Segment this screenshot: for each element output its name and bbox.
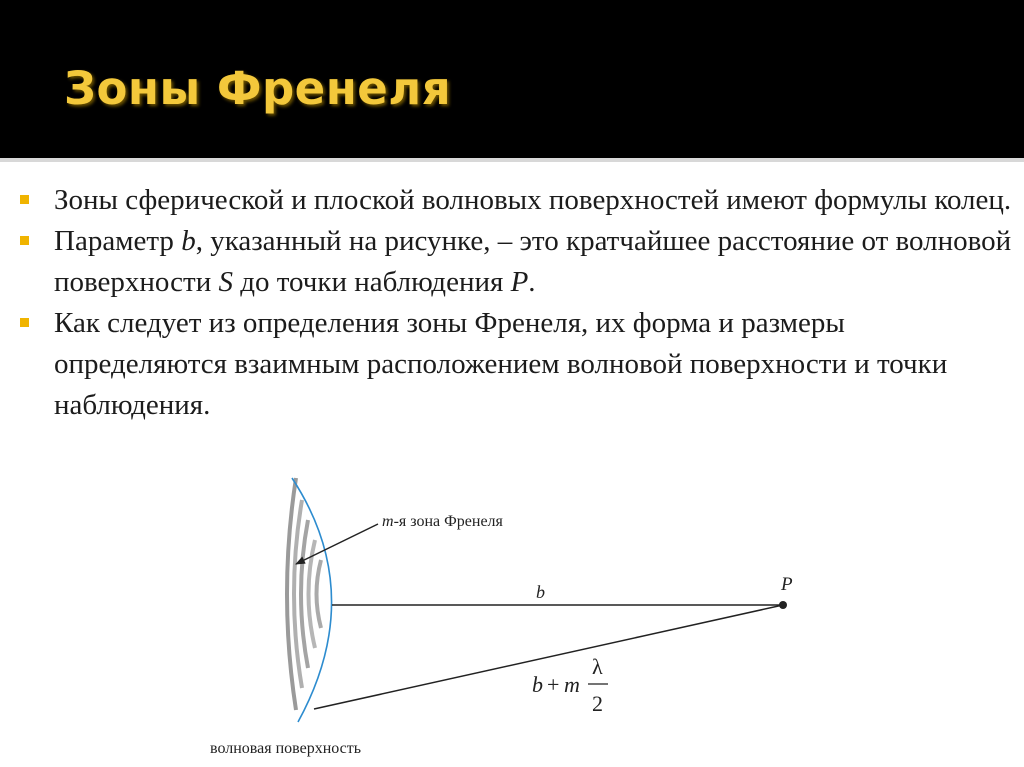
bullet-text: , указанный на рисунке, – это кратчайшее расстояние от волновой поверхности [54, 225, 1012, 298]
lambda-symbol: λ [592, 654, 603, 679]
wave-surface-label: волновая поверхность [210, 740, 362, 757]
svg-text:m: m [564, 672, 580, 697]
bullet-text: Зоны сферической и плоской волновых поверхностей имеют формулы колец. [54, 184, 1012, 216]
variable-s: S [218, 266, 233, 298]
bullet-text: Как следует из определения зоны Френеля, их форма и размеры определяются взаимным расположением волновой поверхности и точки наблюдения. [54, 307, 948, 421]
slide-title: Зоны Френеля [64, 62, 452, 115]
path-length-label [532, 654, 608, 716]
point-p-label: P [781, 574, 793, 595]
variable-b: b [181, 225, 196, 257]
zone-pointer-arrow [296, 524, 378, 564]
distance-b-label: b [536, 582, 545, 602]
svg-text:+: + [547, 672, 560, 697]
observation-point [779, 601, 787, 609]
bullet-text: Параметр [54, 225, 182, 257]
svg-text:b: b [532, 672, 543, 697]
variable-p: P [510, 266, 529, 298]
bullet-text: до точки наблюдения [232, 266, 511, 298]
svg-text:2: 2 [592, 691, 603, 716]
bullet-text: . [528, 266, 536, 298]
fresnel-zone-rings [287, 478, 321, 710]
zone-label: m-я зона Френеля [382, 513, 503, 530]
